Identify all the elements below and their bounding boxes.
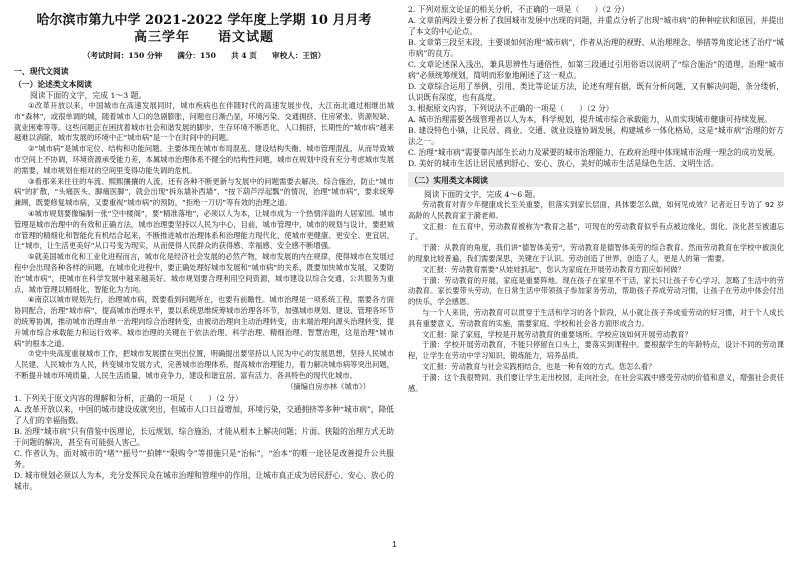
- passage-paragraph-3: ③看那来来往往的车流、熙熙攘攘的人流，还有各种不断更新与发展中的问题需要去解决。综合施治，防止“城市病”的扩散，“头痛医头、脚痛医脚”，就会出现“拆东墙补西墙”、“按下葫芦浮起瓢”的情况，治理“城市病”，要求统筹兼顾，既要修复城市病，又要重视“城市病”的预防，“拒绝一刀切”等有效的治理之道。: [14, 176, 394, 208]
- section-heading-1: 一、现代文阅读: [14, 67, 69, 76]
- passage-paragraph-2: ②“城市病”是城市定位、结构和功能问题。主要体现在城市布局混乱、建设结构失衡、城市管理混乱，从而导致城市空间上不协调，环境资源承受能力差，本属城市治理体系不健全的结构性问题，城市在规划中没有充分考虑城市发展的需要，城市规划在相对的空间里变得功能失调的危机。: [14, 144, 394, 175]
- question-3-option-d: D. 美好的城市生活让居民感到舒心、安心、放心，美好的城市生活是绿色生活、文明生活。: [408, 159, 719, 168]
- exam-subtitle: 高三学年 语文试题: [133, 30, 274, 45]
- interview-paragraph: 于漪：这个我很赞同。我们要让学生走出校园，走向社会，在社会实践中感受劳动的价值和意义，增强社会责任感。: [408, 372, 784, 393]
- passage-source: （摘编自房亦林《城市》）: [286, 381, 370, 391]
- question-1-option-b: B. 治理“城市病”只有借鉴中医理论，长远规划，综合施治，才能从根本上解决问题；片面、狭隘的治理方式无助于问题的解决，甚至有可能损人害己。: [14, 426, 394, 447]
- question-1-option-d: D. 城市规划必须以人为本，充分发挥民众在城市治理和管理中的作用，让城市真正成为居民舒心、安心、放心的城市。: [14, 470, 394, 491]
- question-1-option-c: C. 作者认为，面对城市的“堵”“摇号”“拍牌”“限购令”等措施只是“治标”，“治本”的唯一途径是改善提升公共服务。: [14, 448, 394, 469]
- reading-instruction-2: 阅读下面的文字，完成 4～6 题。: [424, 190, 541, 199]
- interview-paragraph: 文汇报：除了家庭，学校是开展劳动教育的重要场所。学校应该如何开展劳动教育？: [422, 329, 692, 339]
- question-3-option-a: A. 城市治理需要各级管理者以人为本，科学规划，提升城市综合承载能力，从而实现城市健康可持续发展。: [408, 115, 773, 124]
- section-heading-1-1: （一）论述类文本阅读: [14, 80, 92, 89]
- question-2-option-d: D. 文章综合运用了举例、引用、类比等论证方法，论述有理有据，既有分析问题，又有解决问题，条分缕析，认识既有深度，也有高度。: [408, 82, 784, 102]
- question-1: 1. 下列关于原文内容的理解和分析，正确的一项是（ ）（2 分）: [14, 393, 243, 403]
- question-1-option-a: A. 改革开放以来，中国的城市建设成就突出，但城市人口日益增加，环境污染，交通拥挤等多种“城市病”，降低了人们的幸福指数。: [14, 404, 394, 425]
- left-column: [14, 0, 397, 561]
- interview-paragraph: 与一个人来说，劳动教育可以贯穿于生活和学习的各个阶段，从小就让孩子养成爱劳动的好习惯，对于个人成长具有重要意义。劳动教育的实施，需要家庭、学校和社会各方面形成合力。: [408, 307, 784, 328]
- passage-paragraph-7: ⑦党中央高度重视城市工作，把城市发展摆在突出位置，明确提出要坚持以人民为中心的发展思想，坚持人民城市人民建、人民城市为人民，转变城市发展方式，完善城市治理体系，提高城市治理能力，着力解决城市病等突出问题，不断提升城市环境质量、人民生活质量、城市竞争力，建设和谐宜居、富有活力、各具特色的现代化城市。: [14, 349, 394, 380]
- interview-paragraph: 于漪：学校开展劳动教育，不能只停留在口头上，要落实到课程中。要根据学生的年龄特点，设计不同的劳动课程，让学生在劳动中学习知识，锻炼能力，培养品质。: [408, 340, 784, 361]
- interview-paragraph: 于漪：从教育的角度，我们讲“德智体美劳”，劳动教育是德智体美劳的综合教育。然而劳动教育在学校中被淡化的现象比较普遍，我们需要深思，关键在于认识。劳动创造了世界，创造了人，更是人的第一需要。: [408, 243, 784, 263]
- interview-paragraph: 文汇报：劳动教育需要“从娃娃抓起”，您认为家庭在开展劳动教育方面应如何做？: [422, 264, 685, 274]
- question-2: 2. 下列对原文论证的相关分析，不正确的一项是（ ）（2 分）: [408, 5, 629, 14]
- question-3-option-c: C. 治理“城市病”需要靠内部生长动力及紧要的城市治理能力，在政府治理中体现城市治理一理念的成功发展。: [408, 148, 780, 157]
- interview-paragraph: 文汇报：劳动教育与社会实践相结合，也是一种有效的方式。您怎么看？: [422, 361, 656, 371]
- question-2-option-a: A. 文章前两段主要分析了我国城市发展中出现的问题，并重点分析了出现“城市病”的种种症状和原因，并提出了本文的中心论点。: [408, 16, 784, 36]
- section-heading-2: （二）实用类文本阅读: [410, 176, 488, 185]
- page-number: 1: [392, 540, 397, 549]
- right-column: [408, 0, 784, 561]
- exam-title: 哈尔滨市第九中学 2021-2022 学年度上学期 10 月月考: [36, 13, 372, 28]
- question-2-option-b: B. 文章第三段至末段，主要谈如何治理“城市病”，作者从治理的视野、从治理理念、举措等角度论述了治疗“城市病”的良方。: [408, 38, 784, 58]
- question-3-option-b: B. 建设特色小镇，让民居、商业、交通、就业设施协调发展，构建城乡一体化格局，这是“城市病”治理的好方法之一。: [408, 126, 784, 146]
- passage-paragraph-5: ⑤就美国城市化和工业化进程而言，城市化是经济社会发展的必然产物，城市发展的内在规律，使得城市在发展过程中会出现各种各样的问题，在城市化进程中，要正确处理好城市发展和“城市病”的关系，既要加快城市发展，又要防治“城市病”，使城市在科学发展中越来越美好。城市规划要合理利用空间资源，城市建设以综合交通、公共服务为重点，城市管理以精细化、智能化为方向。: [14, 252, 394, 294]
- passage-paragraph-6: ⑥南京以城市规划先行，治理城市病，既要看到问题所在，也要有前瞻性。城市治理是一项系统工程，需要各方面协同配合，治理“城市病”，提高城市治理水平，要以系统思维统筹城市治理各环节，加强城市规划、建设、管理各环节的统筹协调，推动城市治理由单一治理向综合治理转变，由被动治理向主动治理转变，由末端治理向源头治理转变，提升城市综合承载能力和运行效率。城市治理的关键在于依法治理、科学治理、精细治理、智慧治理，这是治理“城市病”的根本之道。: [14, 295, 394, 348]
- passage-paragraph-4: ④城市规划要像编制一张“空中楼阁”，要“精准落地”，必须以人为本，让城市成为一个热情洋溢的人居家园。城市管理是城市治理中的有效和正确方法，城市治理要坚持以人民为中心，目前，城市管理中，城市的规划与设计，要把城市管理的精细化和智能化有机结合起来，不断推进城市治理体系和治理能力现代化，使城市更健康、更安全、更宜居，让“城市，让生活更美好”从口号变为现实，从而使得人民群众的获得感、幸福感、安全感不断增强。: [14, 208, 394, 251]
- question-2-option-c: C. 文章论述深入浅出，兼具思辨性与通俗性，如第三段通过引用俗语以说明了“综合施治”的道理，治理“城市病”必须统筹规划，简明而形象地阐述了这一观点。: [408, 60, 784, 80]
- interview-paragraph: 文汇报：在五育中，劳动教育被称为“教育之基”，可现在的劳动教育似乎有点被边缘化，弱化、淡化甚至被遗忘了。: [408, 221, 784, 242]
- exam-info: （考试时间：150 分钟 满分：150 共 4 页 审校人：王馆）: [82, 51, 326, 60]
- section-heading-2-box: [408, 172, 784, 187]
- reading-instruction: 阅读下面的文字，完成 1～3 题。: [30, 91, 147, 100]
- interview-paragraph: 劳动教育对青少年健康成长至关重要，但落实到家长层面，具体要怎么做，如何见成效？记者近日专访了 92 岁高龄的人民教育家于漪老师。: [408, 200, 784, 220]
- interview-paragraph: 于漪：劳动教育的开展，家庭是重要阵地。现在孩子在家里不干活，家长只让孩子专心学习，忽略了生活中的劳动教育。家长要带头劳动，在日常生活中带领孩子参加家务劳动，帮助孩子养成劳动习惯，让孩子在劳动中体会付出的快乐，学会感恩。: [408, 275, 784, 307]
- passage-paragraph-1: ①改革开放以来，中国城市在高速发展同时，城市疾病也在伴随时代的高速发展步伐，大江南北通过相继出城市“森林”，或很单调的城，随着城市人口的急剧膨胀，问题也日渐凸显，环境污染、交通拥挤、住房紧张、资源短缺、就业困难等等。这些问题正在困扰着城市社会和谐发展的脚步，生存环境不断恶化，人口拥挤，长期性的“城市病”越来越难以消除，城市发展的环境中正“城市病”是一个在时间中的问题。: [14, 101, 394, 143]
- question-3: 3. 根据原文内容，下列说法不正确的一项是（ ）（2 分）: [408, 104, 614, 113]
